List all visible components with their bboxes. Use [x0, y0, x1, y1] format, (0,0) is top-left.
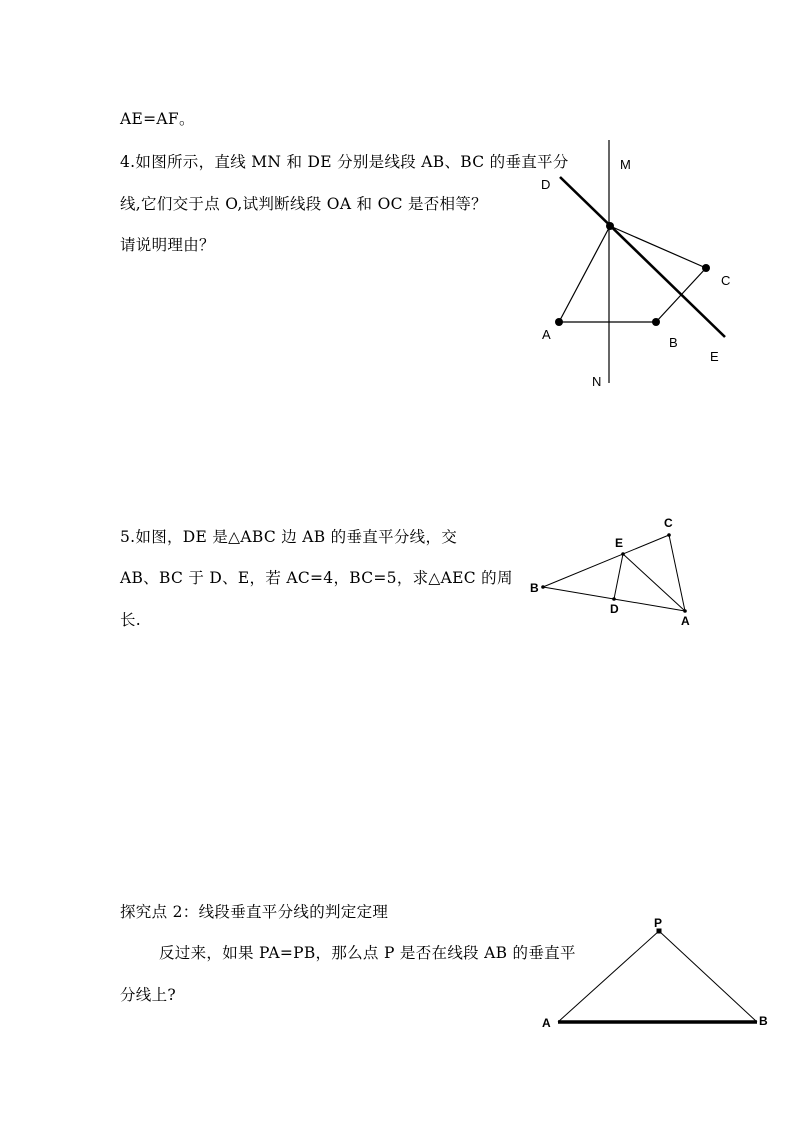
explore-heading: 探究点 2：线段垂直平分线的判定定理	[120, 903, 389, 921]
label-a: A	[542, 327, 551, 342]
label-b: B	[759, 1014, 768, 1028]
label-a: A	[542, 1016, 551, 1030]
label-b: B	[530, 581, 539, 595]
q5-text-line2: AB、BC 于 D、E，若 AC=4，BC=5，求△AEC 的周	[120, 569, 513, 587]
label-c: C	[721, 273, 731, 288]
segment-pb	[659, 931, 757, 1022]
label-e: E	[710, 349, 719, 364]
label-e: E	[615, 536, 624, 550]
q4-text-line1: 4.如图所示，直线 MN 和 DE 分别是线段 AB、BC 的垂直平分	[120, 153, 569, 171]
explore-text-line2: 分线上?	[120, 986, 177, 1004]
segment-pa	[558, 931, 659, 1022]
q3-answer-tail: AE=AF。	[120, 110, 195, 128]
q5-text-line3: 长.	[120, 611, 142, 629]
label-p: P	[654, 916, 663, 930]
q4-text-line3: 请说明理由？	[120, 236, 215, 254]
explore-text-line1: 反过来，如果 PA=PB，那么点 P 是否在线段 AB 的垂直平	[159, 944, 576, 962]
label-d: D	[610, 602, 619, 616]
label-a: A	[681, 614, 690, 628]
label-c: C	[664, 516, 673, 530]
label-d: D	[541, 177, 551, 192]
q5-text-line1: 5.如图，DE 是△ABC 边 AB 的垂直平分线，交	[120, 528, 458, 546]
label-m: M	[620, 157, 631, 172]
label-b: B	[669, 335, 678, 350]
q4-text-line2: 线,它们交于点 O,试判断线段 OA 和 OC 是否相等？	[120, 195, 487, 213]
label-n: N	[592, 374, 602, 389]
